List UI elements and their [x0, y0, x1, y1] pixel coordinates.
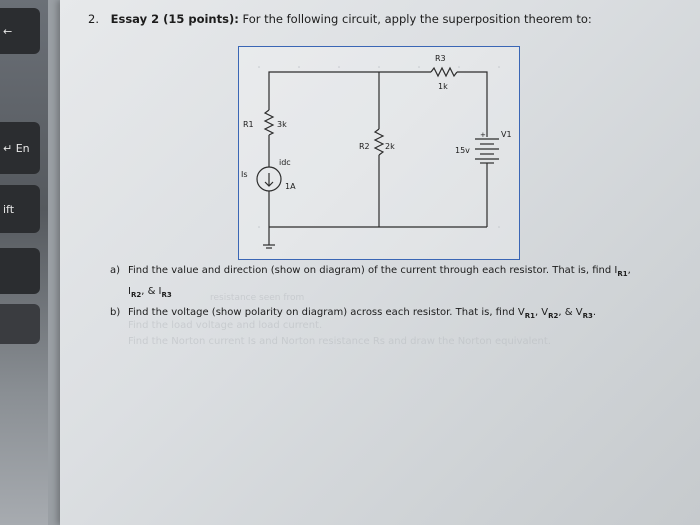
part-a-sub-r3: R3	[161, 291, 172, 299]
v1-plus-sign: +	[480, 131, 486, 139]
keyboard-edge	[0, 0, 48, 525]
bleed-through-text-line1: Find the load voltage and load current.	[128, 320, 323, 331]
shift-key	[0, 185, 40, 233]
part-b-sub-r1: R1	[524, 312, 535, 320]
part-b-text: Find the voltage (show polarity on diagram) across each resistor. That is, find V	[128, 307, 525, 318]
is-type: idc	[279, 158, 291, 167]
part-b-sub-r3: R3	[582, 312, 593, 320]
shift-key-label: ift	[3, 202, 15, 216]
r3-value: 1k	[438, 82, 448, 91]
circuit-wires	[263, 72, 487, 248]
part-b-sub-r2: R2	[548, 312, 559, 320]
part-b-sep1: , V	[534, 307, 549, 318]
question-heading	[88, 12, 592, 26]
part-a-text: Find the value and direction (show on diagram) of the current through each resistor. That is, find I	[128, 265, 618, 276]
part-a-label: a)	[110, 265, 121, 276]
enter-key-label: ↵ En	[3, 141, 30, 155]
keyboard-key-lower	[0, 304, 40, 344]
part-b-end: .	[592, 307, 597, 318]
r2-value: 2k	[385, 142, 395, 151]
circuit-diagram	[238, 46, 520, 260]
circuit-schematic	[239, 47, 519, 259]
wire-top-left	[269, 72, 431, 107]
part-b-sep2: , & V	[558, 307, 583, 318]
is-value: 1A	[285, 182, 296, 191]
part-a-sub-r2: R2	[130, 291, 142, 299]
v1-label: V1	[501, 130, 512, 139]
question-title: Essay 2 (15 points):	[110, 12, 239, 26]
bleed-through-text: resistance seen from	[210, 293, 305, 303]
question-parts	[110, 262, 670, 325]
keyboard-key	[0, 248, 40, 294]
part-a-amp: , & I	[141, 286, 162, 297]
r1-label: R1	[243, 120, 254, 129]
paper-sheet	[60, 0, 700, 525]
r3-label: R3	[435, 54, 446, 63]
wire-top-right	[457, 72, 487, 137]
bleed-through-text-line2: Find the Norton current Is and Norton resistance Rs and draw the Norton equivalent.	[128, 336, 551, 347]
part-a: a) Find the value and direction (show on diagram) of the current through each resistor. That is, find $I_{R1}$,	[110, 262, 670, 283]
left-arrow-icon: ←	[3, 24, 13, 38]
enter-key	[0, 122, 40, 174]
part-a-i-r2: I	[128, 286, 131, 297]
resistor-r3	[431, 68, 457, 76]
r1-value: 3k	[277, 120, 287, 129]
tab-key	[0, 8, 40, 54]
resistor-r1	[265, 110, 273, 135]
part-b-label: b)	[110, 307, 121, 318]
battery-v1	[475, 139, 499, 163]
part-a-continuation	[110, 283, 670, 304]
is-label: Is	[241, 170, 248, 179]
resistor-r2	[375, 129, 383, 155]
part-a-sub-r1: R1	[617, 270, 628, 278]
v1-value: 15v	[455, 146, 470, 155]
r2-label: R2	[359, 142, 370, 151]
question-prompt: For the following circuit, apply the superposition theorem to:	[242, 12, 592, 26]
question-number: 2.	[88, 12, 99, 26]
